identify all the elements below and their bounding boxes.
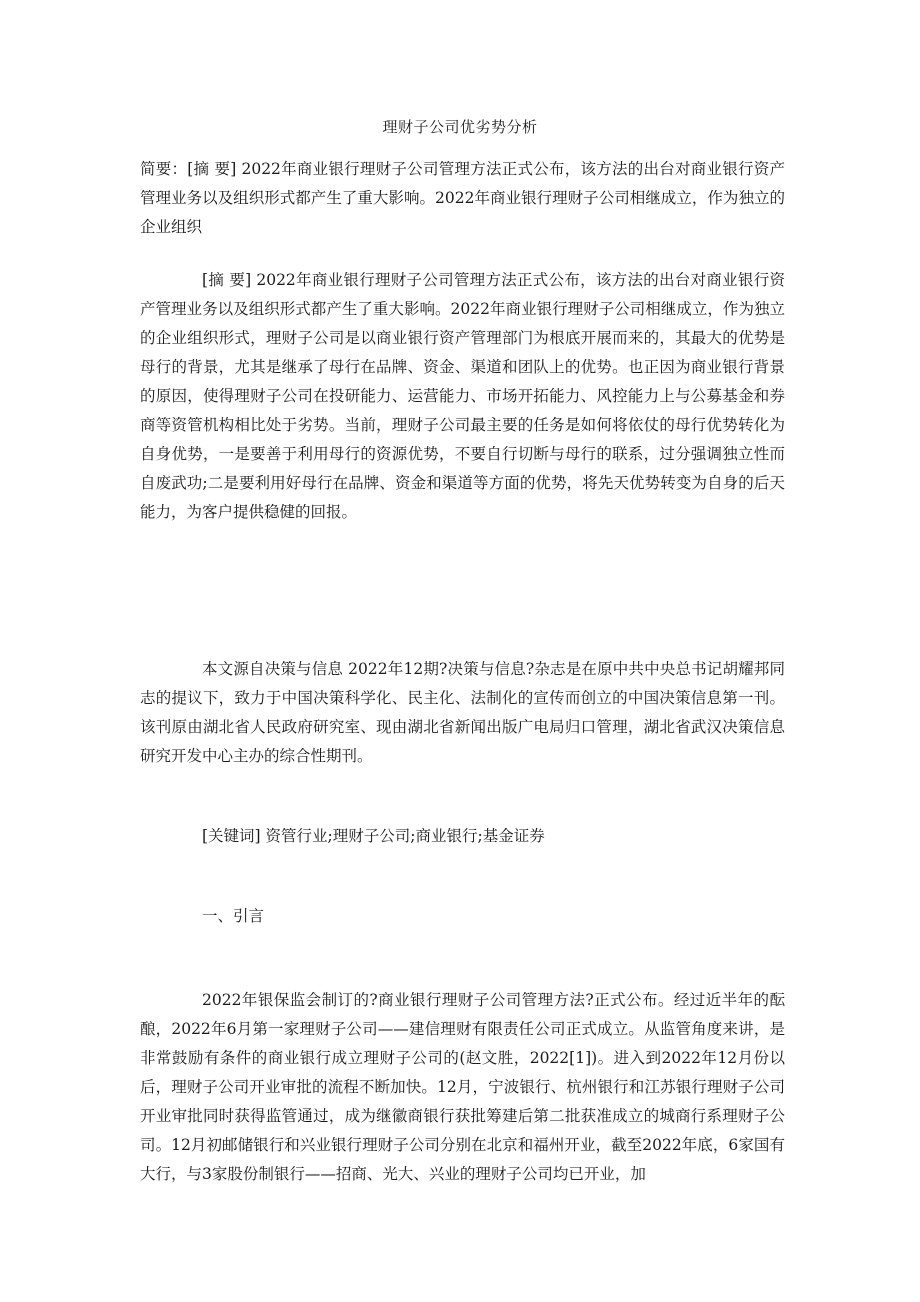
abstract-paragraph: [摘 要] 2022年商业银行理财子公司管理方法正式公布，该方法的出台对商业银行资产管理业务以及组织形式都产生了重大影响。2022年商业银行理财子公司相继成立，作为独立的企业组织形式，理财子公司是以商业银行资产管理部门为根底开展而来的，其最大的优势是母行的背景，尤其是继承了母行在品牌、资金、渠道和团队上的优势。也正因为商业银行背景的原因，使得理财子公司在投研能力、运营能力、市场开拓能力、风控能力上与公募基金和券商等资管机构相比处于劣势。当前，理财子公司最主要的任务是如何将依仗的母行优势转化为自身优势，一是要善于利用母行的资源优势，不要自行切断与母行的联系，过分强调独立性而自废武功;二是要利用好母行在品牌、资金和渠道等方面的优势，将先天优势转变为自身的后天能力，为客户提供稳健的回报。 — [140, 271, 785, 521]
abstract-summary: 简要：[摘 要] 2022年商业银行理财子公司管理方法正式公布，该方法的出台对商业银行资产管理业务以及组织形式都产生了重大影响。2022年商业银行理财子公司相继成立，作为独立的企业组织 — [140, 160, 785, 236]
introduction-paragraph: 2022年银保监会制订的?商业银行理财子公司管理方法?正式公布。经过近半年的酝酿，2022年6月第一家理财子公司——建信理财有限责任公司正式成立。从监管角度来讲，是非常鼓励有条件的商业银行成立理财子公司的(赵文胜，2022[1])。进入到2022年12月份以后，理财子公司开业审批的流程不断加快。12月，宁波银行、杭州银行和江苏银行理财子公司开业审批同时获得监管通过，成为继徽商银行获批筹建后第二批获准成立的城商行系理财子公司。12月初邮储银行和兴业银行理财子公司分别在北京和福州开业，截至2022年底，6家国有大行，与3家股份制银行——招商、光大、兴业的理财子公司均已开业，加 — [140, 991, 785, 1183]
section-heading-introduction: 一、引言 — [202, 907, 265, 925]
source-paragraph: 本文源自决策与信息 2022年12期?决策与信息?杂志是在原中共中央总书记胡耀邦同志的提议下，致力于中国决策科学化、民主化、法制化的宣传而创立的中国决策信息第一刊。该刊原由湖北省人民政府研究室、现由湖北省新闻出版广电局归口管理，湖北省武汉决策信息研究开发中心主办的综合性期刊。 — [140, 660, 785, 765]
document-title: 理财子公司优劣势分析 — [382, 118, 538, 136]
keywords-line: [关键词] 资管行业;理财子公司;商业银行;基金证券 — [202, 827, 545, 845]
